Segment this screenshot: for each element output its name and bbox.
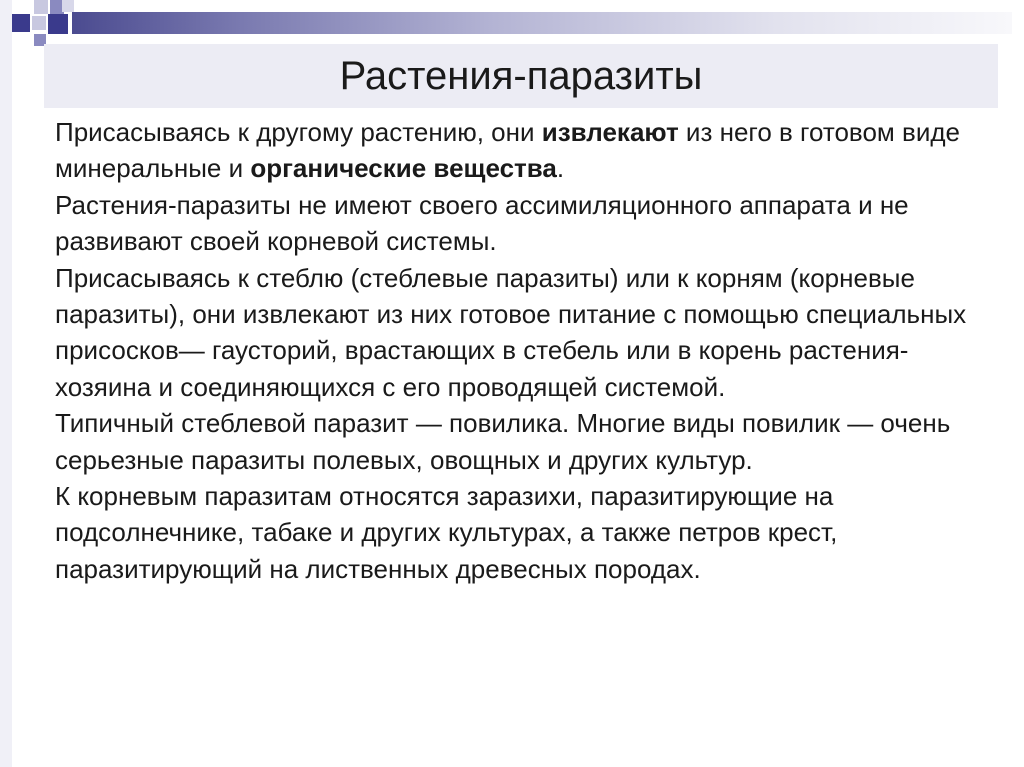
paragraph-1-bold-extract: извлекают [541, 117, 679, 147]
paragraph-1 [55, 114, 995, 187]
slide-title: Растения-паразиты [339, 54, 703, 98]
paragraph-5: К корневым паразитам относятся заразихи, паразитирующие на подсолнечнике, табаке и других культурах, а также петров крест, паразитирующий на лиственных древесных породах. [55, 481, 838, 584]
slide-body [55, 114, 995, 587]
paragraph-1-bold-organic: органические вещества [250, 153, 557, 184]
left-accent-bar [0, 0, 12, 767]
paragraph-4: Типичный стеблевой паразит — повилика. Многие виды повилик — очень серьезные паразиты полевых, овощных и других культур. [55, 408, 951, 475]
paragraph-1-part-c: из него в готовом виде минеральные и [55, 117, 960, 184]
paragraph-2: Растения-паразиты не имеют своего ассимиляционного аппарата и не развивают своей корневой системы. [55, 189, 909, 257]
title-gradient-bar [72, 12, 1012, 34]
paragraph-3: Присасываясь к стеблю (стеблевые паразиты) или к корням (корневые паразиты), они извлекают из них готовое питание с помощью специальных присосков— гаусторий, врастающих в стебель или в корень растения-хозяина и соединяющихся с его проводящей системой. [55, 262, 967, 402]
paragraph-1-part-e: . [556, 153, 565, 184]
paragraph-1-part-a: Присасываясь к другому растению, они [55, 117, 542, 147]
